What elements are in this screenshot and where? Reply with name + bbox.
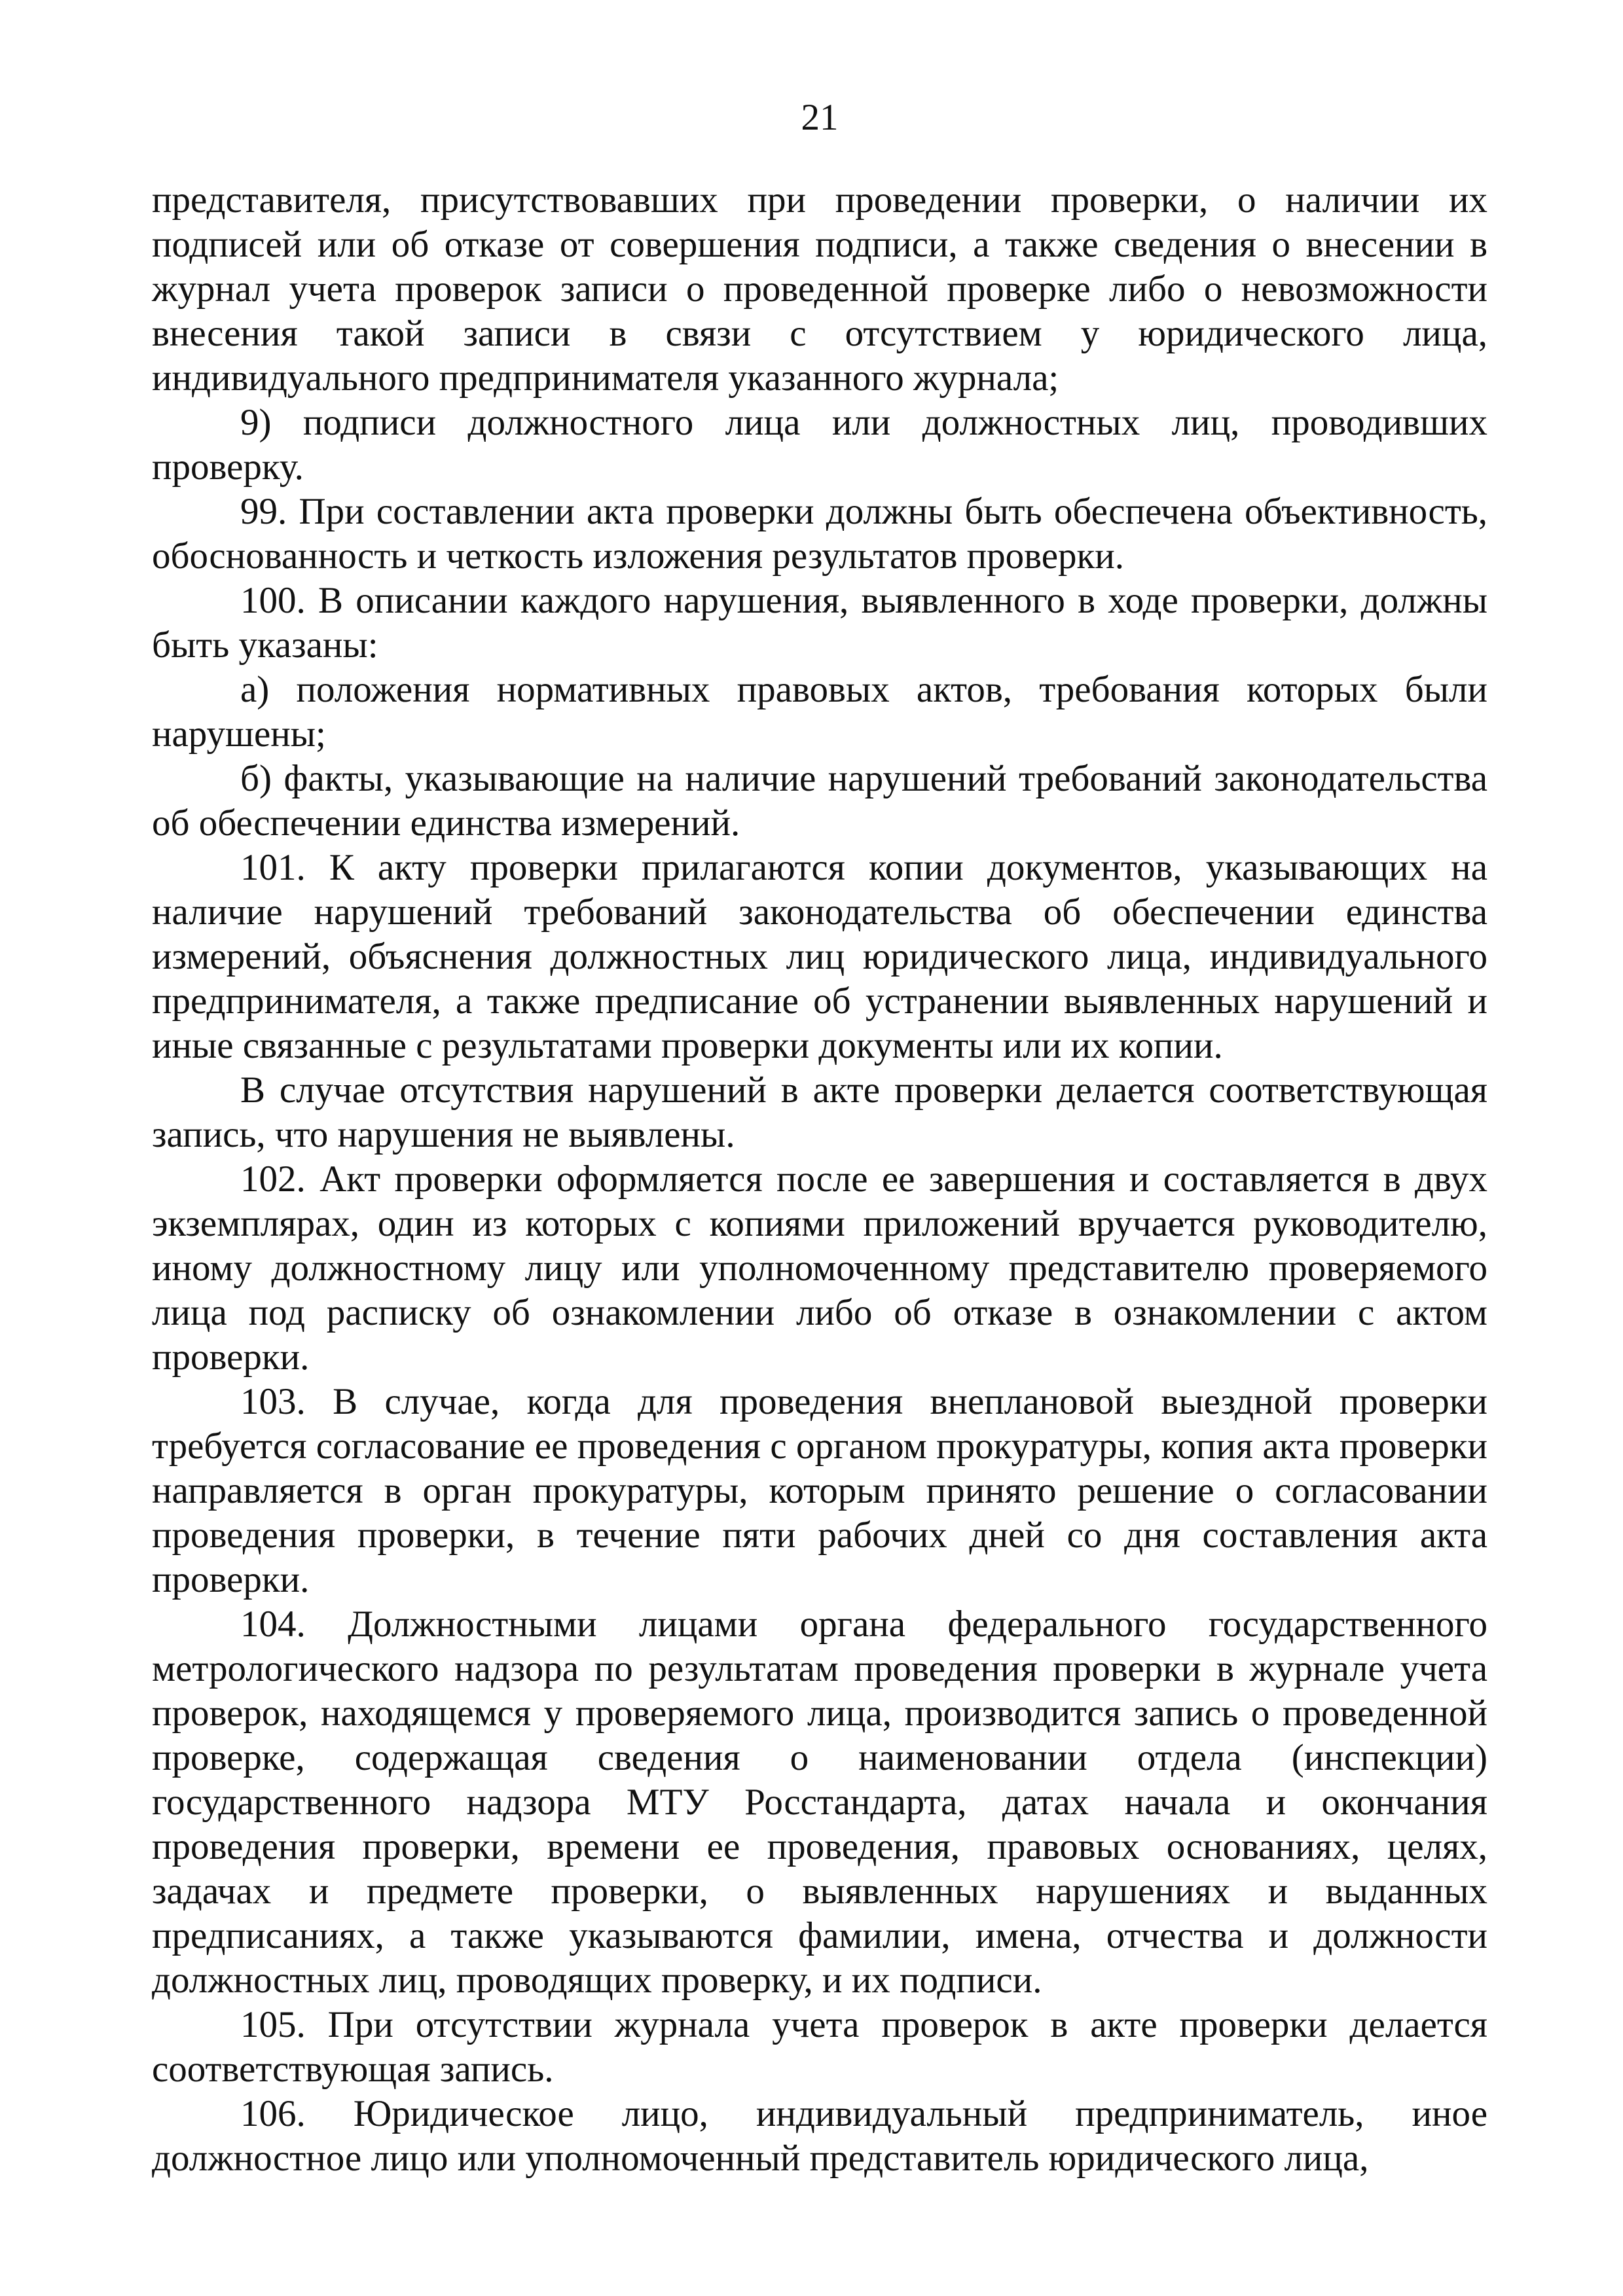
paragraph-101-note: В случае отсутствия нарушений в акте проверки делается соответствующая запись, что нарушения не выявлены. xyxy=(152,1069,1487,1155)
paragraph-105: 105. При отсутствии журнала учета проверок в акте проверки делается соответствующая запись. xyxy=(152,2004,1487,2090)
paragraph-101: 101. К акту проверки прилагаются копии документов, указывающих на наличие нарушений требований законодательства об обеспечении единства измерений, объяснения должностных лиц юридического лица, индивидуального предпринимателя, а также предписание об устранении выявленных нарушений и иные связанные с результатами проверки документы или их копии. xyxy=(152,847,1487,1066)
paragraph-98-item-9: 9) подписи должностного лица или должностных лиц, проводивших проверку. xyxy=(152,402,1487,488)
paragraph-99: 99. При составлении акта проверки должны быть обеспечена объективность, обоснованность и четкость изложения результатов проверки. xyxy=(152,491,1487,577)
document-page xyxy=(152,98,1487,2181)
paragraph-104: 104. Должностными лицами органа федерального государственного метрологического надзора по результатам проведения проверки в журнале учета проверок, находящемся у проверяемого лица, производится запись о проведенной проверке, содержащая сведения о наименовании отдела (инспекции) государственного надзора МТУ Росстандарта, датах начала и окончания проведения проверки, времени ее проведения, правовых основаниях, целях, задачах и предмете проверки, о выявленных нарушениях и выданных предписаниях, а также указываются фамилии, имена, отчества и должности должностных лиц, проводящих проверку, и их подписи. xyxy=(152,1604,1487,2001)
paragraph-103: 103. В случае, когда для проведения внеплановой выездной проверки требуется согласование ее проведения с органом прокуратуры, копия акта проверки направляется в орган прокуратуры, которым принято решение о согласовании проведения проверки, в течение пяти рабочих дней со дня составления акта проверки. xyxy=(152,1381,1487,1600)
paragraph-98-continuation: представителя, присутствовавших при проведении проверки, о наличии их подписей или об отказе от совершения подписи, а также сведения о внесении в журнал учета проверок записи о проведенной проверке либо о невозможности внесения такой записи в связи с отсутствием у юридического лица, индивидуального предпринимателя указанного журнала; xyxy=(152,179,1487,399)
paragraph-100-item-a: а) положения нормативных правовых актов, требования которых были нарушены; xyxy=(152,669,1487,755)
paragraph-100: 100. В описании каждого нарушения, выявленного в ходе проверки, должны быть указаны: xyxy=(152,580,1487,666)
paragraph-102: 102. Акт проверки оформляется после ее завершения и составляется в двух экземплярах, один из которых с копиями приложений вручается руководителю, иному должностному лицу или уполномоченному представителю проверяемого лица под расписку об ознакомлении либо об отказе в ознакомлении с актом проверки. xyxy=(152,1158,1487,1378)
paragraph-106: 106. Юридическое лицо, индивидуальный предприниматель, иное должностное лицо или уполномоченный представитель юридического лица, xyxy=(152,2093,1487,2179)
page-number: 21 xyxy=(801,97,839,138)
paragraph-100-item-b: б) факты, указывающие на наличие нарушений требований законодательства об обеспечении единства измерений. xyxy=(152,758,1487,844)
